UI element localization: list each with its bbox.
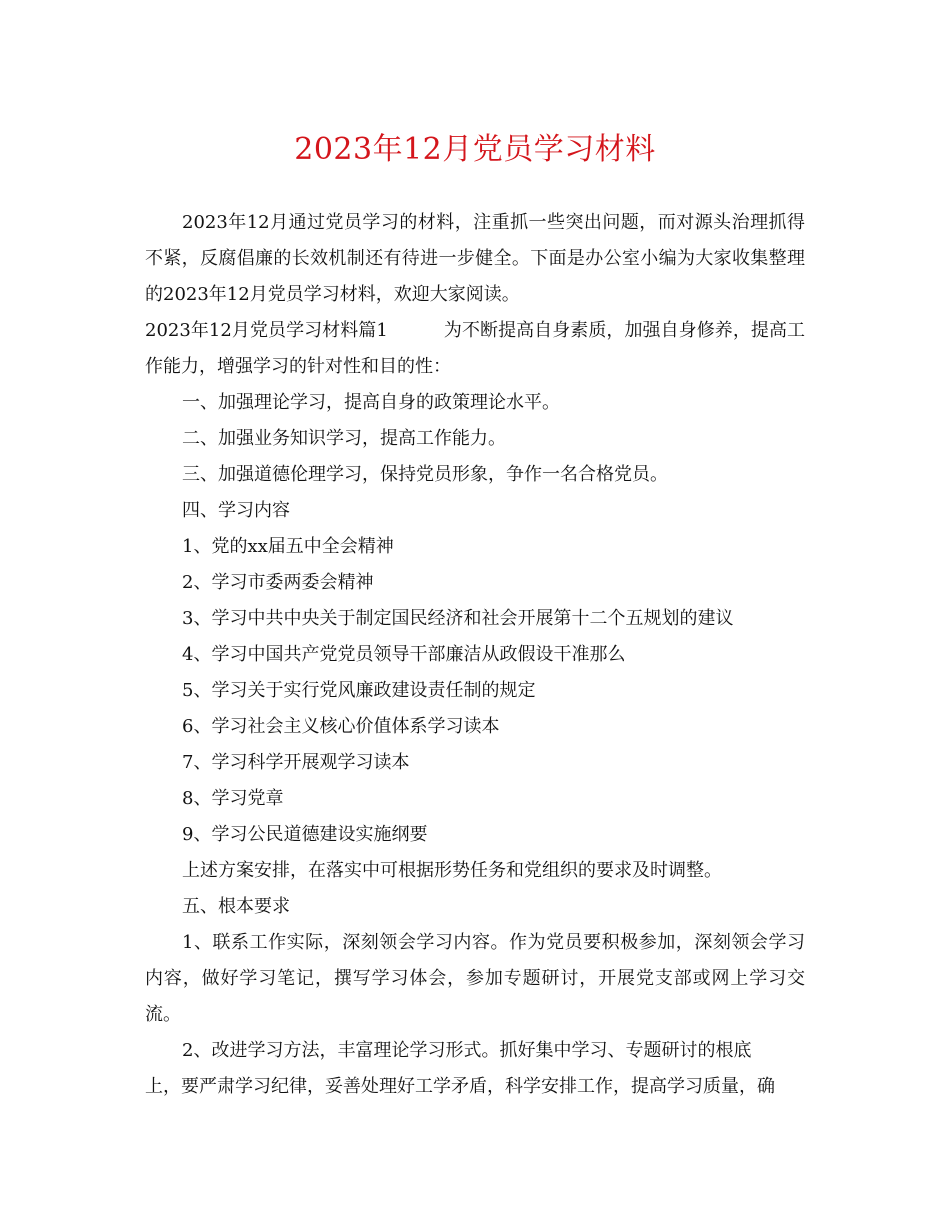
requirement-paragraph-1: 1、联系工作实际，深刻领会学习内容。作为党员要积极参加，深刻领会学习内容，做好学习笔记，撰写学习体会，参加专题研讨，开展党支部或网上学习交流。 <box>145 932 805 1025</box>
list-item: 五、根本要求 <box>182 896 290 917</box>
document-body <box>145 205 805 1105</box>
section-paragraph <box>145 313 805 385</box>
list-item: 二、加强业务知识学习，提高工作能力。 <box>182 428 506 449</box>
list-item: 2、学习市委两委会精神 <box>182 572 374 593</box>
list-item: 4、学习中国共产党党员领导干部廉洁从政假设干准那么 <box>182 644 626 665</box>
section-intro: 为不断提高自身素质，加强自身修养，提高工作能力，增强学习的针对性和目的性： <box>145 320 806 377</box>
list-item: 上述方案安排，在落实中可根据形势任务和党组织的要求及时调整。 <box>182 860 722 881</box>
list-item: 7、学习科学开展观学习读本 <box>182 752 410 773</box>
list-item: 三、加强道德伦理学习，保持党员形象，争作一名合格党员。 <box>182 464 668 485</box>
document-title: 2023年12月党员学习材料 <box>294 132 656 167</box>
list-item: 一、加强理论学习，提高自身的政策理论水平。 <box>182 392 560 413</box>
list-item: 9、学习公民道德建设实施纲要 <box>182 824 428 845</box>
list-item: 5、学习关于实行党风廉政建设责任制的规定 <box>182 680 536 701</box>
requirement-paragraph-2-line-2: 上，要严肃学习纪律，妥善处理好工学矛盾，科学安排工作，提高学习质量，确 <box>145 1076 775 1097</box>
list-item: 四、学习内容 <box>182 500 290 521</box>
intro-paragraph: 2023年12月通过党员学习的材料，注重抓一些突出问题，而对源头治理抓得不紧，反腐倡廉的长效机制还有待进一步健全。下面是办公室小编为大家收集整理的2023年12月党员学习材料，欢迎大家阅读。 <box>145 212 805 305</box>
list-item: 8、学习党章 <box>182 788 284 809</box>
section-label: 2023年12月党员学习材料篇1 <box>145 320 388 341</box>
list-item: 3、学习中共中央关于制定国民经济和社会开展第十二个五规划的建议 <box>182 608 734 629</box>
list-item: 6、学习社会主义核心价值体系学习读本 <box>182 716 500 737</box>
list-item: 1、党的xx届五中全会精神 <box>182 536 394 557</box>
requirement-paragraph-2-line-1: 2、改进学习方法，丰富理论学习形式。抓好集中学习、专题研讨的根底 <box>182 1040 752 1061</box>
